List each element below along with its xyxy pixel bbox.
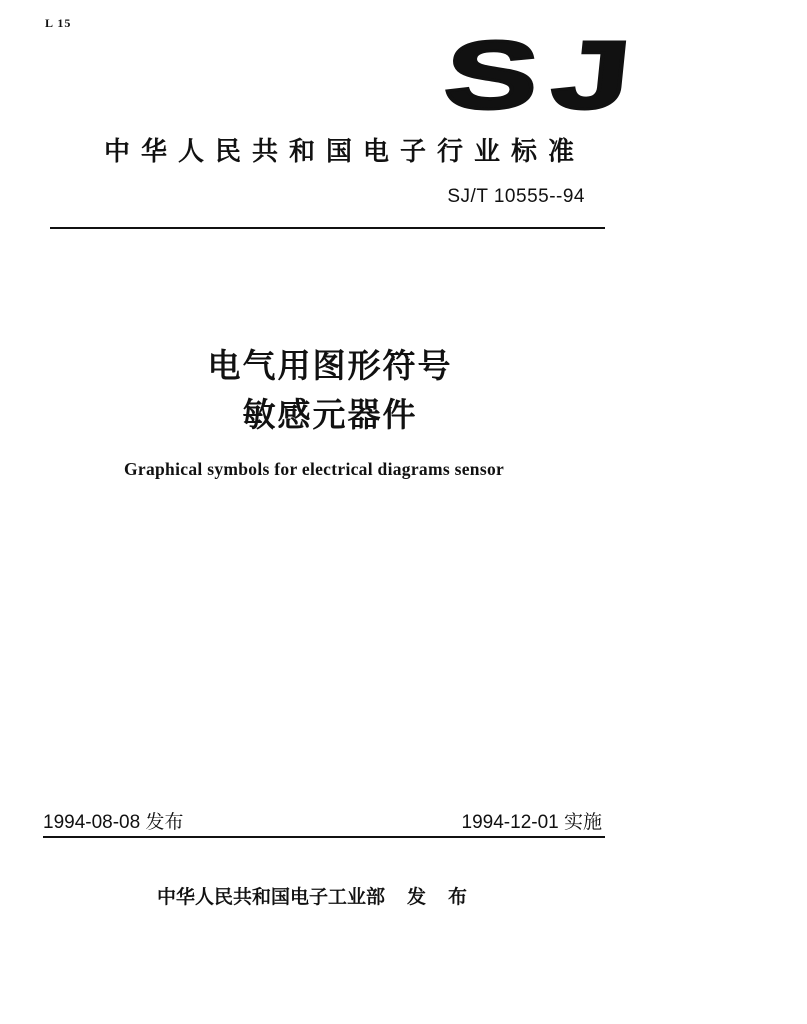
classification-code: L 15	[45, 16, 72, 30]
publisher-line	[157, 882, 489, 909]
publisher-action: 发布	[407, 886, 490, 908]
title-en: Graphical symbols for electrical diagrams sensor	[124, 459, 505, 479]
title-cn-line1: 电气用图形符号	[207, 346, 453, 385]
title-cn-line2: 敏感元器件	[242, 395, 418, 434]
issue-date: 1994-08-08 发布	[43, 812, 184, 833]
publisher-org: 中华人民共和国电子工业部	[157, 886, 386, 908]
sj-logo: SJ	[439, 22, 650, 129]
footer-divider	[43, 836, 605, 838]
standard-number: SJ/T 10555--94	[447, 186, 585, 207]
implementation-date: 1994-12-01 实施	[461, 812, 602, 833]
header-divider	[50, 227, 605, 229]
industry-standard-heading: 中华人民共和国电子行业标准	[104, 137, 586, 167]
